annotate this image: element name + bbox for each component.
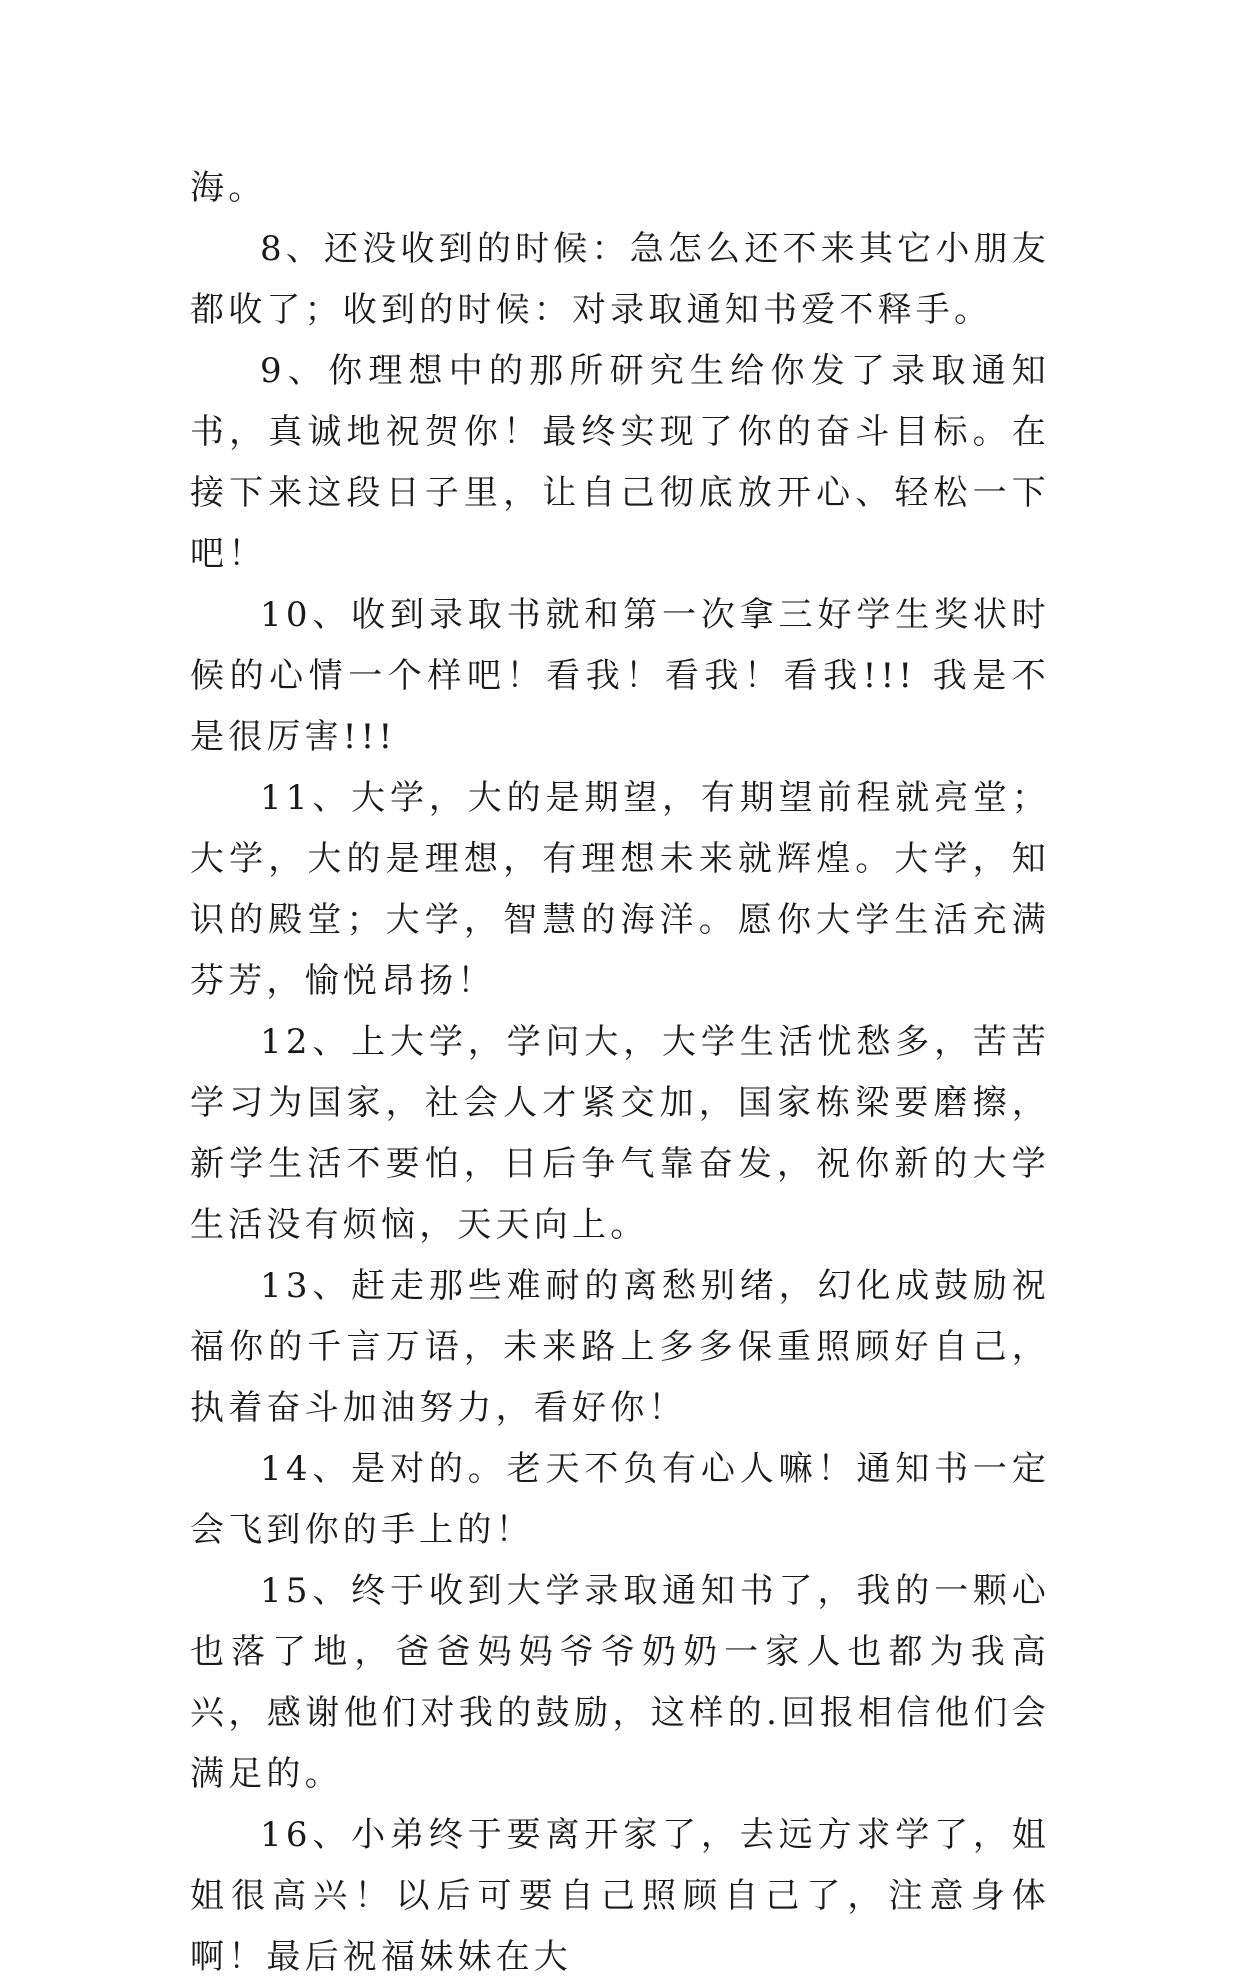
paragraph-item-14: 14、是对的。老天不负有心人嘛！通知书一定会飞到你的手上的！ xyxy=(190,1449,1050,1550)
paragraph-item-15: 15、终于收到大学录取通知书了，我的一颗心也落了地，爸爸妈妈爷爷奶奶一家人也都为我高兴，感谢他们对我的鼓励，这样的.回报相信他们会满足的。 xyxy=(190,1571,1050,1794)
document-body xyxy=(190,158,1050,1988)
paragraph-item-10: 10、收到录取书就和第一次拿三好学生奖状时候的心情一个样吧！看我！看我！看我!!! 我是不是很厉害!!! xyxy=(190,595,1050,757)
paragraph-item-8: 8、还没收到的时候：急怎么还不来其它小朋友都收了；收到的时候：对录取通知书爱不释手。 xyxy=(190,229,1050,330)
paragraph-item-12: 12、上大学，学问大，大学生活忧愁多，苦苦学习为国家，社会人才紧交加，国家栋梁要磨擦，新学生活不要怕，日后争气靠奋发，祝你新的大学生活没有烦恼，天天向上。 xyxy=(190,1022,1050,1245)
paragraph-item-9: 9、你理想中的那所研究生给你发了录取通知书，真诚地祝贺你！最终实现了你的奋斗目标。在接下来这段日子里，让自己彻底放开心、轻松一下吧！ xyxy=(190,351,1050,574)
paragraph-item-16: 16、小弟终于要离开家了，去远方求学了，姐姐很高兴！以后可要自己照顾自己了，注意身体啊！最后祝福妹妹在大 xyxy=(190,1815,1050,1977)
paragraph-continuation: 海。 xyxy=(190,168,267,208)
paragraph-item-11: 11、大学，大的是期望，有期望前程就亮堂；大学，大的是理想，有理想未来就辉煌。大学，知识的殿堂；大学，智慧的海洋。愿你大学生活充满芬芳，愉悦昂扬！ xyxy=(190,778,1050,1001)
paragraph-item-13: 13、赶走那些难耐的离愁别绪，幻化成鼓励祝福你的千言万语，未来路上多多保重照顾好自己，执着奋斗加油努力，看好你！ xyxy=(190,1266,1050,1428)
